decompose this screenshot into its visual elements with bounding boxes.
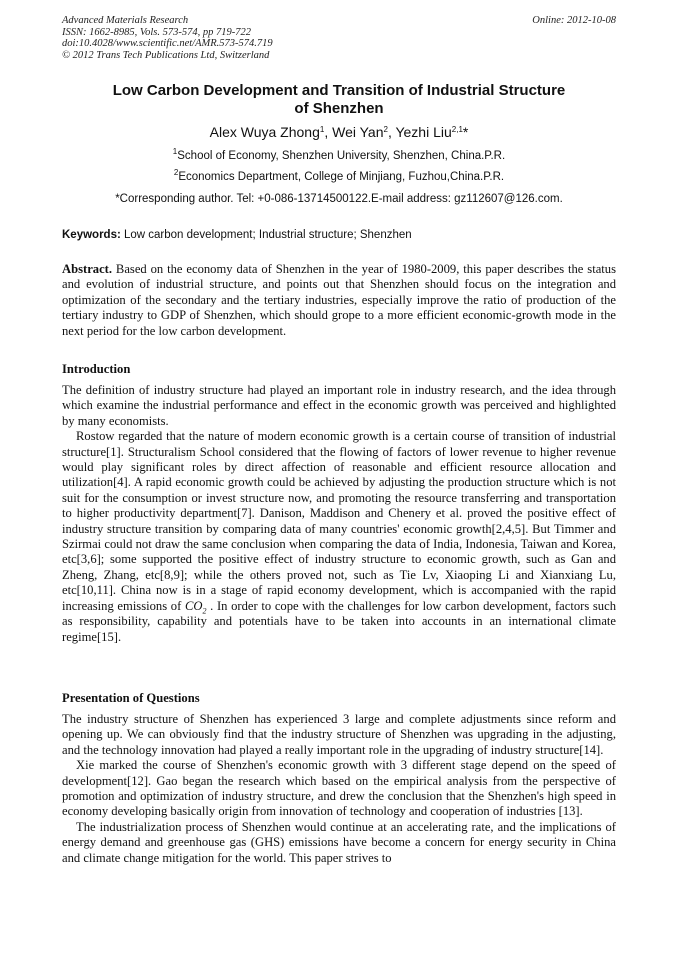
paragraph-text: Rostow regarded that the nature of modern economic growth is a certain course of transition of industrial structure[1]. Structuralism School considered that the flowing of factors of lower revenue to higher revenue would play significant roles by direct affection of reasonable and efficient resource allocation and utilization[4]. A rapid economic growth could be achieved by adjusting the production structure which is not suit for the consumption or invest structure now, and promoting the resource transferring and transportation to higher productivity department[7]. Danison, Maddison and Chenery et al. proved the positive effect of industry structure transition by comparing data of many countries' economic growth[2,4,5]. But Timmer and Szirmai could not draw the same conclusion when comparing the data of India, Indonesia, Taiwan and Korea, etc[3,6]; some supported the positive effect of industry structure to economic growth, such as Gan and Zheng, Zhang, etc[8,9]; while the others proved not, such as Tie Lv, Xiaoping Li and Xianxiang Lu, etc[10,11]. China now is in a stage of rapid economy development, which is accompanied with the rapid increasing emissions of [62,429,616,613]
title-line-1: Low Carbon Development and Transition of Industrial Structure [112,82,566,99]
author-2-affiliation: 2 [383,125,388,134]
questions-body [62,712,616,866]
co2-formula [184,598,207,616]
keywords [62,229,616,241]
paragraph: Xie marked the course of Shenzhen's economic growth with 3 different stage depend on the speed of development[12]. Gao began the research which based on the empirical analysis from the perspective of promotion and optimization of industry structure, and drew the conclusion that the Shenzhen's high speed in economy developing basically origin from innovation of technology and cooperation of industries [13]. [62,758,616,819]
section-heading-introduction: Introduction [62,362,131,376]
affiliation-2-text: Economics Department, College of Minjiang, Fuzhou,China.P.R. [178,171,505,183]
paragraph: The definition of industry structure had played an important role in industry research, and the idea through which examine the industrial performance and effect in the economic growth was perceived and highlighted by many economists. [62,383,616,428]
author-separator: , [387,124,396,140]
author-2: Wei Yan [332,124,384,140]
journal-header [62,15,616,61]
paragraph [62,429,616,645]
affiliation-1 [62,147,616,162]
affiliation-2 [62,168,616,183]
paragraph: The industry structure of Shenzhen has experienced 3 large and complete adjustments since reform and opening up. We can obviously find that the industry structure of Shenzhen was upgrading in the adjusting, and the technology innovation had played a really important role in the upgrading of industry structure[14]. [62,712,616,757]
keywords-label: Keywords: [62,229,121,241]
corresponding-author: *Corresponding author. Tel: +0-086-13714500122.E-mail address: gz112607@126.com. [115,193,563,205]
corresponding-mark: * [462,124,469,140]
journal-name: Advanced Materials Research [62,15,189,26]
author-3: Yezhi Liu [395,124,452,140]
co2-main: CO [184,598,203,613]
author-separator: , [324,124,333,140]
introduction-body [62,383,616,645]
keywords-text: Low carbon development; Industrial structure; Shenzhen [120,229,412,241]
affiliation-1-text: School of Economy, Shenzhen University, Shenzhen, China.P.R. [177,150,506,162]
abstract-label: Abstract. [62,262,113,276]
affiliation-1-number: 1 [172,147,178,156]
author-1: Alex Wuya Zhong [209,124,320,140]
author-1-affiliation: 1 [319,125,325,134]
affiliation-2-number: 2 [173,168,179,177]
paragraph: The industrialization process of Shenzhen would continue at an accelerating rate, and the implications of energy demand and greenhouse gas (GHS) emissions have become a concern for energy security in China and climate change mitigation for the world. This paper strives to [62,819,616,865]
copyright-line: © 2012 Trans Tech Publications Ltd, Switzerland [62,49,270,61]
online-date: Online: 2012-10-08 [532,15,616,26]
paper-title [62,82,616,118]
author-3-affiliation: 2,1 [451,125,463,134]
abstract-text: Based on the economy data of Shenzhen in the year of 1980-2009, this paper describes the status and evolution of industrial structure, and points out that Shenzhen should focus on the integration and optimization of the secondary and the tertiary industries, especially improve the ratio of production of the tertiary industry to GDP of Shenzhen, which should grope to a more efficient economic-growth mode in the next period for the low carbon development. [62,262,616,338]
co2-subscript: 2 [202,606,207,616]
author-list [62,124,616,140]
abstract [62,262,616,339]
doi-line: doi:10.4028/www.scientific.net/AMR.573-574.719 [62,38,273,49]
paragraph-text: . In order to cope with the challenges for low carbon development, factors such as responsibility, capability and potentials have to be taken into accounts in an international climate regime[15]. [62,598,616,644]
issn-line: ISSN: 1662-8985, Vols. 573-574, pp 719-722 [62,26,251,38]
section-heading-questions: Presentation of Questions [62,691,200,705]
title-line-2: of Shenzhen [294,100,384,117]
